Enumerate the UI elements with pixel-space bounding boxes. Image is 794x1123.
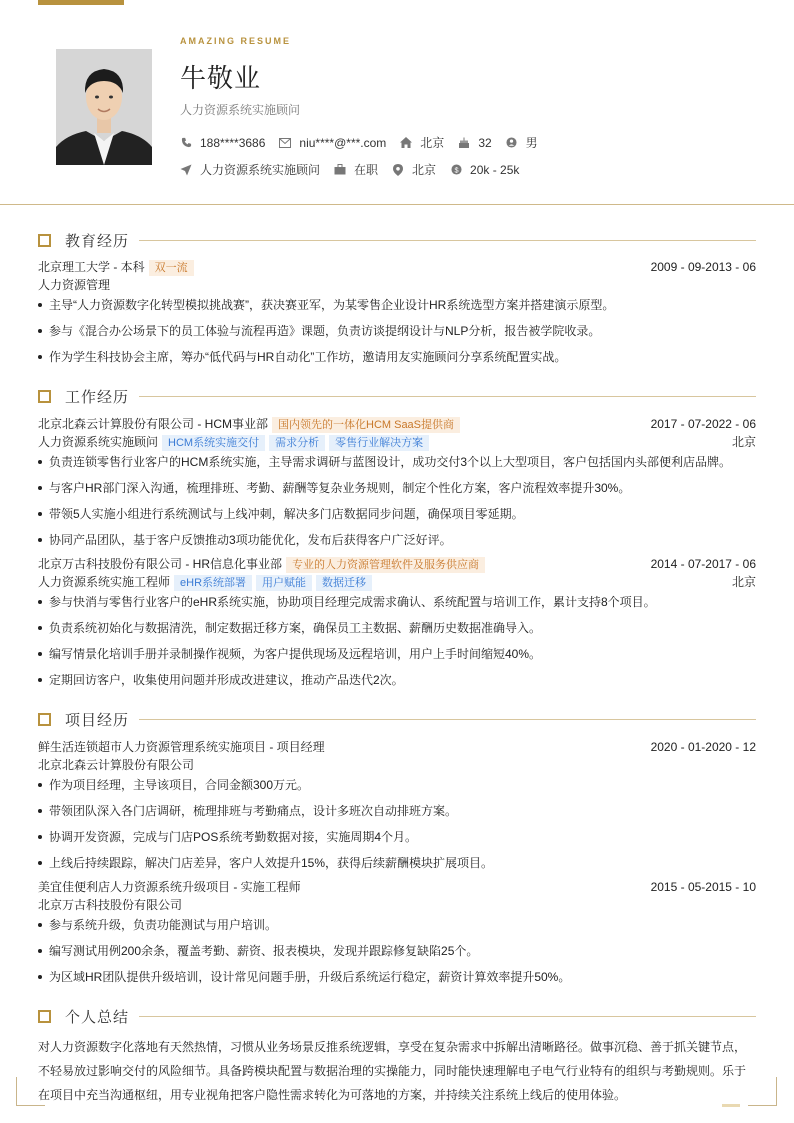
intent-city-item xyxy=(392,161,436,178)
list-item: 定期回访客户，收集使用问题并形成改进建议，推动产品迭代2次。 xyxy=(38,672,756,688)
candidate-name: 牛敬业 xyxy=(180,63,262,93)
list-item: 为区域HR团队提供升级培训，设计常见问题手册，升级后系统运行稳定，薪资计算效率提升50%。 xyxy=(38,969,756,985)
home-item xyxy=(400,134,444,151)
company-tag: 专业的人力资源管理软件及服务供应商 xyxy=(286,557,485,573)
list-item: 编写测试用例200余条，覆盖考勤、薪资、报表模块，发现并跟踪修复缺陷25个。 xyxy=(38,943,756,959)
phone-icon xyxy=(180,137,192,149)
education-section-header xyxy=(38,230,756,250)
top-accent-bar xyxy=(38,0,124,5)
briefcase-icon xyxy=(334,164,346,176)
job-company-row xyxy=(38,556,756,572)
project-title-row xyxy=(38,879,756,895)
section-marker xyxy=(38,390,51,403)
job-role-row xyxy=(38,574,756,590)
svg-text:$: $ xyxy=(454,165,459,175)
email-item xyxy=(279,136,386,150)
corner-ornament-left xyxy=(16,1077,45,1106)
location-pin-icon xyxy=(392,164,404,176)
project-period: 2020 - 01-2020 - 12 xyxy=(650,740,756,754)
send-icon xyxy=(180,164,192,176)
school-name: 北京理工大学 - 本科 xyxy=(38,260,145,274)
skill-tag: HCM系统实施交付 xyxy=(162,435,265,451)
section-marker xyxy=(38,1010,51,1023)
list-item: 编写情景化培训手册并录制操作视频，为客户提供现场及远程培训，用户上手时间缩短40%。 xyxy=(38,646,756,662)
skill-tag: 用户赋能 xyxy=(256,575,312,591)
list-item: 作为学生科技协会主席，筹办“低代码与HR自动化”工作坊，邀请用友实施顾问分享系统配置实战。 xyxy=(38,349,756,365)
gender-icon xyxy=(506,137,518,149)
list-item: 负责连锁零售行业客户的HCM系统实施，主导需求调研与蓝图设计，成功交付3个以上大型项目，客户包括国内头部便利店品牌。 xyxy=(38,454,756,470)
list-item: 协调开发资源，完成与门店POS系统考勤数据对接，实施周期4个月。 xyxy=(38,829,756,845)
project-name: 美宜佳便利店人力资源系统升级项目 - 实施工程师 xyxy=(38,880,301,894)
gender-text: 男 xyxy=(525,136,538,150)
project-org: 北京北森云计算股份有限公司 xyxy=(38,758,195,772)
skill-tag: 数据迁移 xyxy=(316,575,372,591)
phone-item xyxy=(180,136,265,150)
work-section-header xyxy=(38,386,756,406)
salary-text: 20k - 25k xyxy=(470,162,520,177)
header-divider xyxy=(0,204,794,205)
job-role: 人力资源系统实施工程师 xyxy=(38,575,171,589)
list-item: 负责系统初始化与数据清洗，制定数据迁移方案，确保员工主数据、薪酬历史数据准确导入。 xyxy=(38,620,756,636)
corner-ornament-right xyxy=(748,1077,777,1106)
summary-section-header xyxy=(38,1006,756,1026)
job-period: 2017 - 07-2022 - 06 xyxy=(650,417,756,431)
job-role: 人力资源系统实施顾问 xyxy=(38,435,159,449)
gender-item xyxy=(506,134,538,151)
status-item xyxy=(334,161,378,178)
mail-icon xyxy=(279,137,291,149)
salary-item xyxy=(450,163,519,177)
list-item: 带领团队深入各门店调研，梳理排班与考勤痛点，设计多班次自动排班方案。 xyxy=(38,803,756,819)
list-item: 带领5人实施小组进行系统测试与上线冲刺，解决多门店数据同步问题，确保项目零延期。 xyxy=(38,506,756,522)
section-title: 项目经历 xyxy=(65,711,130,729)
phone-text: 188****3686 xyxy=(200,135,266,150)
project-name: 鲜生活连锁超市人力资源管理系统实施项目 - 项目经理 xyxy=(38,740,325,754)
section-rule xyxy=(139,1016,756,1017)
list-item: 与客户HR部门深入沟通，梳理排班、考勤、薪酬等复杂业务规则，制定个性化方案，客户流程效率提升30%。 xyxy=(38,480,756,496)
age-item xyxy=(458,136,491,150)
section-rule xyxy=(139,719,756,720)
list-item: 参与系统升级，负责功能测试与用户培训。 xyxy=(38,917,756,933)
education-school-row xyxy=(38,259,756,275)
list-item: 作为项目经理，主导该项目，合同金额300万元。 xyxy=(38,777,756,793)
project-org: 北京万古科技股份有限公司 xyxy=(38,898,183,912)
email-text: niu****@***.com xyxy=(299,135,387,150)
list-item: 参与《混合办公场景下的员工体验与流程再造》课题，负责访谈提纲设计与NLP分析，报告被学院收录。 xyxy=(38,323,756,339)
section-title: 教育经历 xyxy=(65,232,130,250)
list-item: 上线后持续跟踪，解决门店差异，客户人效提升15%，获得后续薪酬模块扩展项目。 xyxy=(38,855,756,871)
profile-photo xyxy=(56,49,152,165)
job-role-row xyxy=(38,434,756,450)
list-item: 协同产品团队，基于客户反馈推动3项功能优化，发布后获得客户广泛好评。 xyxy=(38,532,756,548)
skill-tag: 需求分析 xyxy=(269,435,325,451)
home-icon xyxy=(400,137,412,149)
section-marker xyxy=(38,713,51,726)
project-period: 2015 - 05-2015 - 10 xyxy=(650,880,756,894)
skill-tag: eHR系统部署 xyxy=(174,575,252,591)
school-tag: 双一流 xyxy=(149,260,194,276)
salary-icon xyxy=(450,164,462,176)
section-rule xyxy=(139,240,756,241)
home-text: 北京 xyxy=(420,136,445,150)
company-name: 北京北森云计算股份有限公司 - HCM事业部 xyxy=(38,417,268,431)
intent-job-item xyxy=(180,161,320,178)
projects-section-header xyxy=(38,709,756,729)
job-city: 北京 xyxy=(731,575,756,589)
job-period: 2014 - 07-2017 - 06 xyxy=(650,557,756,571)
section-marker xyxy=(38,234,51,247)
intent-city-text: 北京 xyxy=(412,163,437,177)
section-title: 个人总结 xyxy=(65,1008,130,1026)
skill-tag: 零售行业解决方案 xyxy=(329,435,429,451)
section-rule xyxy=(139,396,756,397)
company-name: 北京万古科技股份有限公司 - HR信息化事业部 xyxy=(38,557,282,571)
list-item: 主导“人力资源数字化转型模拟挑战赛”，获决赛亚军，为某零售企业设计HR系统选型方案并搭建演示原型。 xyxy=(38,297,756,313)
age-text: 32 xyxy=(478,135,492,150)
list-item: 参与快消与零售行业客户的eHR系统实施，协助项目经理完成需求确认、系统配置与培训工作，累计支持8个项目。 xyxy=(38,594,756,610)
section-title: 工作经历 xyxy=(65,388,130,406)
education-major: 人力资源管理 xyxy=(38,278,111,292)
brand-label: AMAZING RESUME xyxy=(180,36,291,46)
contact-row xyxy=(180,134,552,151)
footer-ornament xyxy=(722,1104,740,1107)
job-title: 人力资源系统实施顾问 xyxy=(180,103,301,117)
summary-text: 对人力资源数字化落地有天然热情，习惯从业务场景反推系统逻辑，享受在复杂需求中拆解出清晰路径。做事沉稳、善于抓关键节点，不轻易放过影响交付的风险细节。具备跨模块配置与数据治理的实操能力，同时能快速理解电子电气行业特有的组织与考勤规则。乐于在项目中充当沟通枢纽，用专业视角把客户隐性需求转化为可落地的方案，并持续关注系统上线后的使用体验。 xyxy=(38,1040,747,1102)
company-tag: 国内领先的一体化HCM SaaS提供商 xyxy=(272,417,460,433)
project-title-row xyxy=(38,739,756,755)
job-company-row xyxy=(38,416,756,432)
cake-icon xyxy=(458,137,470,149)
intent-job-text: 人力资源系统实施顾问 xyxy=(200,163,321,177)
status-text: 在职 xyxy=(354,163,379,177)
intent-row xyxy=(180,161,533,178)
job-city: 北京 xyxy=(731,435,756,449)
education-period: 2009 - 09-2013 - 06 xyxy=(650,260,756,274)
